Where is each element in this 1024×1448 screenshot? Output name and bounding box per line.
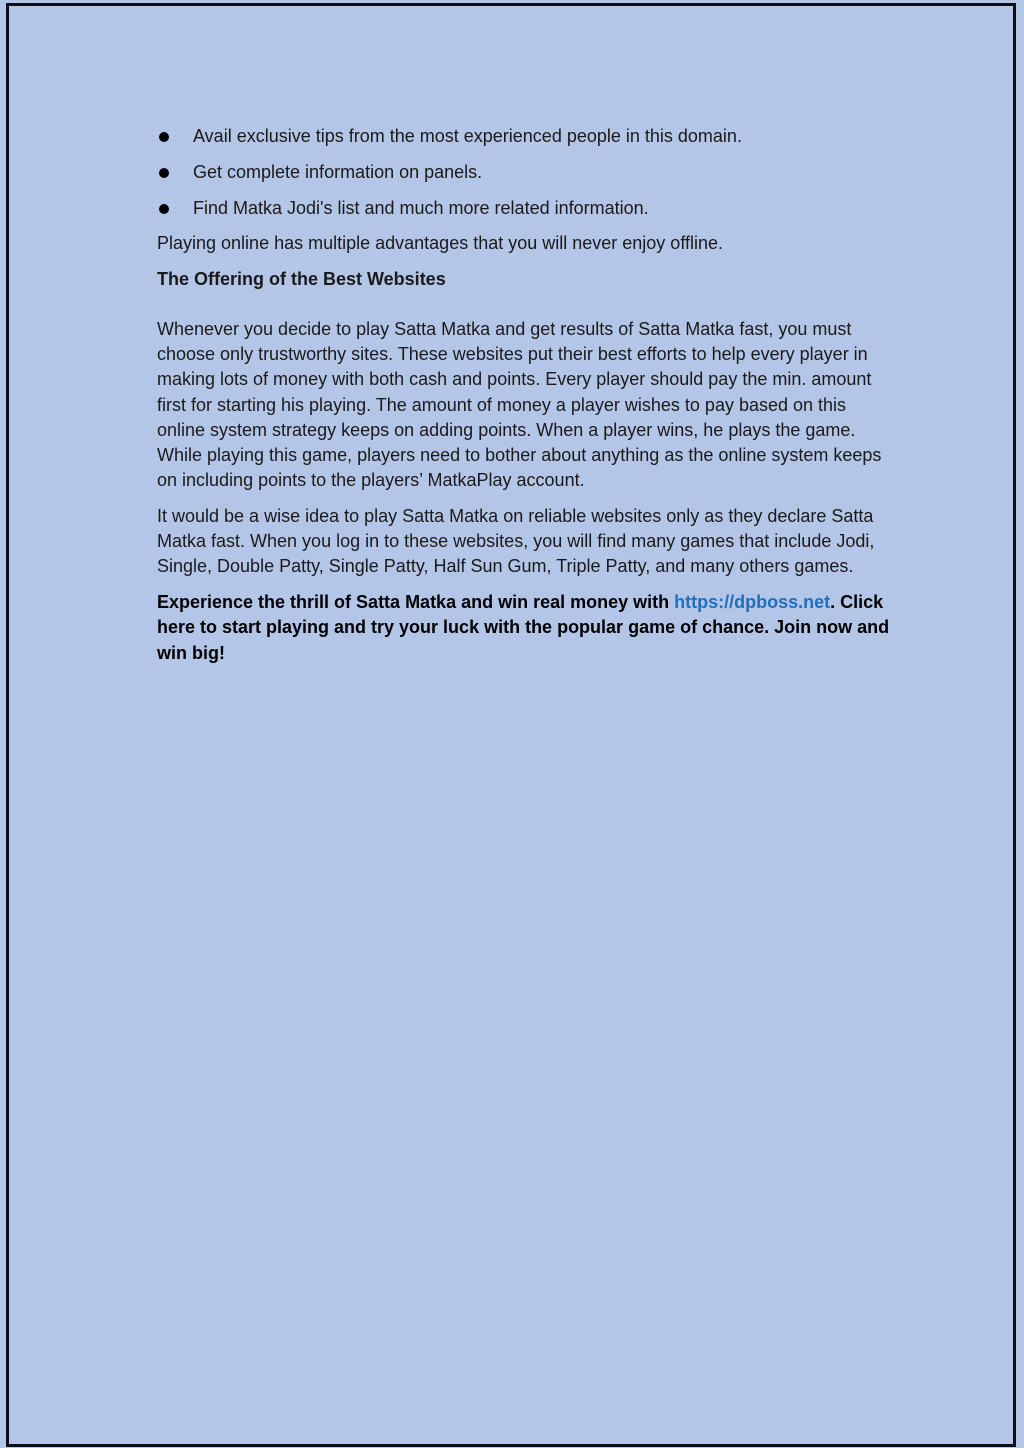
list-item-text: Find Matka Jodi's list and much more related information. — [193, 197, 649, 218]
list-item — [157, 160, 893, 185]
body-paragraph-1: Whenever you decide to play Satta Matka and get results of Satta Matka fast, you must choose only trustworthy sites. These websites put their best efforts to help every player in making lots of money with both cash and points. Every player should pay the min. amount first for starting his playing. The amount of money a player wishes to pay based on this online system strategy keeps on adding points. When a player wins, he plays the game. While playing this game, players need to bother about anything as the online system keeps on including points to the players’ MatkaPlay account. — [157, 318, 882, 491]
bullet-icon — [159, 204, 169, 214]
list-item — [157, 196, 893, 221]
dpboss-link[interactable]: https://dpboss.net — [674, 592, 831, 613]
document-body — [157, 124, 893, 676]
cta-text-after-link: . Click here to start playing and try your luck with the popular game of chance. Join now and win big! — [157, 592, 890, 663]
bullet-icon — [159, 132, 169, 142]
list-item — [157, 124, 893, 149]
call-to-action — [157, 590, 893, 666]
advantages-list — [157, 124, 893, 221]
bullet-icon — [159, 168, 169, 178]
list-item-text: Avail exclusive tips from the most experienced people in this domain. — [193, 126, 742, 146]
document-page — [6, 3, 1016, 1447]
section-heading: The Offering of the Best Websites — [157, 269, 446, 290]
cta-text-before-link: Experience the thrill of Satta Matka and win real money with — [157, 592, 675, 613]
list-item-text: Get complete information on panels. — [193, 161, 483, 182]
spacer — [157, 303, 893, 317]
body-paragraph-2: It would be a wise idea to play Satta Matka on reliable websites only as they declare Satta Matka fast. When you log in to these websites, you will find many games that include Jodi, Single, Double Patty, Single Patty, Half Sun Gum, Triple Patty, and many others games. — [157, 506, 875, 577]
intro-paragraph: Playing online has multiple advantages that you will never enjoy offline. — [157, 233, 724, 254]
